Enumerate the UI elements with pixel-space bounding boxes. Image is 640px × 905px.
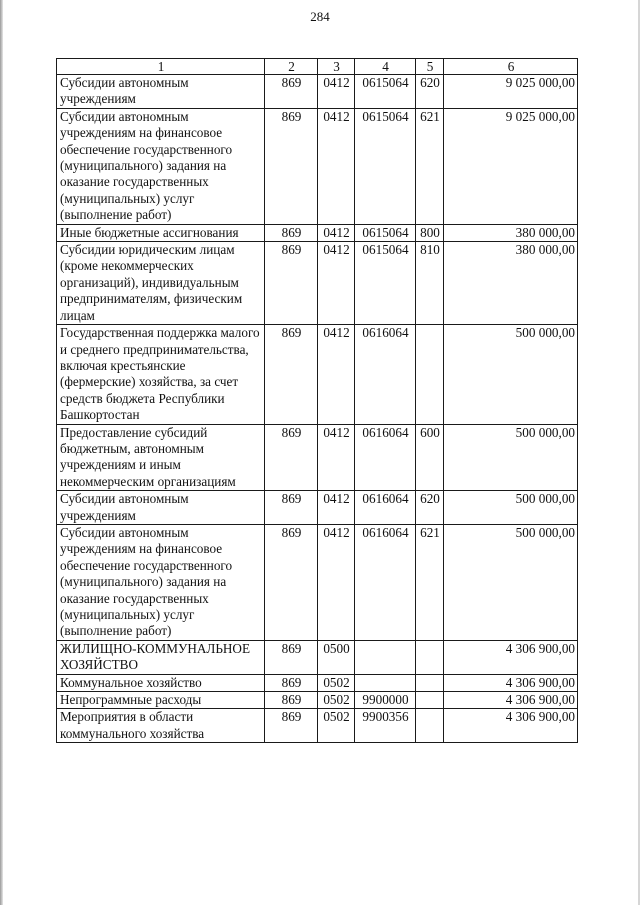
row-section-code: 0412 — [318, 491, 355, 525]
row-target-item-code: 0615064 — [355, 224, 416, 241]
row-target-item-code — [355, 674, 416, 691]
table-row — [57, 224, 578, 241]
table-row — [57, 75, 578, 109]
table-row — [57, 524, 578, 640]
row-expense-type-code: 620 — [416, 491, 444, 525]
row-name: Государственная поддержка малого и среднего предпринимательства, включая крестьянские (фермерские) хозяйства, за счет средств бюджета Республики Башкортостан — [57, 325, 265, 424]
row-department-code: 869 — [265, 424, 318, 491]
row-target-item-code: 9900000 — [355, 692, 416, 709]
row-expense-type-code: 621 — [416, 108, 444, 224]
row-section-code: 0502 — [318, 692, 355, 709]
row-amount: 4 306 900,00 — [444, 709, 578, 743]
row-expense-type-code: 620 — [416, 75, 444, 109]
column-header-2: 2 — [265, 59, 318, 75]
row-target-item-code: 0616064 — [355, 491, 416, 525]
row-amount: 500 000,00 — [444, 491, 578, 525]
row-name: Предоставление субсидий бюджетным, автономным учреждениям и иным некоммерческим организациям — [57, 424, 265, 491]
column-header-3: 3 — [318, 59, 355, 75]
table-row — [57, 108, 578, 224]
table-row — [57, 640, 578, 674]
row-target-item-code: 0616064 — [355, 325, 416, 424]
row-target-item-code: 0615064 — [355, 108, 416, 224]
row-target-item-code: 0615064 — [355, 75, 416, 109]
row-department-code: 869 — [265, 709, 318, 743]
row-section-code: 0412 — [318, 242, 355, 325]
row-target-item-code: 0616064 — [355, 424, 416, 491]
row-section-code: 0412 — [318, 424, 355, 491]
row-target-item-code: 0615064 — [355, 242, 416, 325]
row-expense-type-code: 800 — [416, 224, 444, 241]
row-name: Субсидии автономным учреждениям на финансовое обеспечение государственного (муниципального) задания на оказание государственных (муниципальных) услуг (выполнение работ) — [57, 108, 265, 224]
row-amount: 4 306 900,00 — [444, 692, 578, 709]
page-number: 284 — [310, 9, 330, 24]
row-section-code: 0500 — [318, 640, 355, 674]
row-amount: 380 000,00 — [444, 242, 578, 325]
table-row — [57, 242, 578, 325]
row-section-code: 0412 — [318, 224, 355, 241]
row-name: Коммунальное хозяйство — [57, 674, 265, 691]
table-header-row — [57, 59, 578, 75]
row-amount: 9 025 000,00 — [444, 75, 578, 109]
row-expense-type-code — [416, 709, 444, 743]
table-row — [57, 491, 578, 525]
row-amount: 9 025 000,00 — [444, 108, 578, 224]
row-name: Субсидии автономным учреждениям на финансовое обеспечение государственного (муниципального) задания на оказание государственных (муниципальных) услуг (выполнение работ) — [57, 524, 265, 640]
row-amount: 380 000,00 — [444, 224, 578, 241]
column-header-1: 1 — [57, 59, 265, 75]
row-department-code: 869 — [265, 242, 318, 325]
column-header-4: 4 — [355, 59, 416, 75]
row-name: Субсидии юридическим лицам (кроме некоммерческих организаций), индивидуальным предпринимателям, физическим лицам — [57, 242, 265, 325]
row-amount: 500 000,00 — [444, 524, 578, 640]
row-section-code: 0412 — [318, 524, 355, 640]
row-department-code: 869 — [265, 491, 318, 525]
row-section-code: 0412 — [318, 75, 355, 109]
row-department-code: 869 — [265, 75, 318, 109]
row-amount: 500 000,00 — [444, 325, 578, 424]
column-header-5: 5 — [416, 59, 444, 75]
table-row — [57, 424, 578, 491]
row-amount: 4 306 900,00 — [444, 674, 578, 691]
row-target-item-code: 0616064 — [355, 524, 416, 640]
row-expense-type-code — [416, 692, 444, 709]
row-name: Непрограммные расходы — [57, 692, 265, 709]
row-target-item-code — [355, 640, 416, 674]
row-department-code: 869 — [265, 524, 318, 640]
row-department-code: 869 — [265, 674, 318, 691]
row-amount: 500 000,00 — [444, 424, 578, 491]
row-department-code: 869 — [265, 692, 318, 709]
row-section-code: 0502 — [318, 709, 355, 743]
budget-table — [56, 58, 578, 743]
row-name: ЖИЛИЩНО-КОММУНАЛЬНОЕ ХОЗЯЙСТВО — [57, 640, 265, 674]
row-target-item-code: 9900356 — [355, 709, 416, 743]
row-department-code: 869 — [265, 325, 318, 424]
row-name: Субсидии автономным учреждениям — [57, 491, 265, 525]
row-name: Иные бюджетные ассигнования — [57, 224, 265, 241]
row-section-code: 0412 — [318, 325, 355, 424]
row-department-code: 869 — [265, 108, 318, 224]
row-expense-type-code: 810 — [416, 242, 444, 325]
scan-left-edge — [0, 0, 3, 905]
row-expense-type-code: 600 — [416, 424, 444, 491]
row-section-code: 0412 — [318, 108, 355, 224]
row-amount: 4 306 900,00 — [444, 640, 578, 674]
row-name: Субсидии автономным учреждениям — [57, 75, 265, 109]
table-row — [57, 325, 578, 424]
table-row — [57, 674, 578, 691]
row-name: Мероприятия в области коммунального хозяйства — [57, 709, 265, 743]
row-section-code: 0502 — [318, 674, 355, 691]
column-header-6: 6 — [444, 59, 578, 75]
table-row — [57, 692, 578, 709]
row-department-code: 869 — [265, 640, 318, 674]
row-department-code: 869 — [265, 224, 318, 241]
table-row — [57, 709, 578, 743]
row-expense-type-code — [416, 325, 444, 424]
row-expense-type-code: 621 — [416, 524, 444, 640]
row-expense-type-code — [416, 674, 444, 691]
row-expense-type-code — [416, 640, 444, 674]
